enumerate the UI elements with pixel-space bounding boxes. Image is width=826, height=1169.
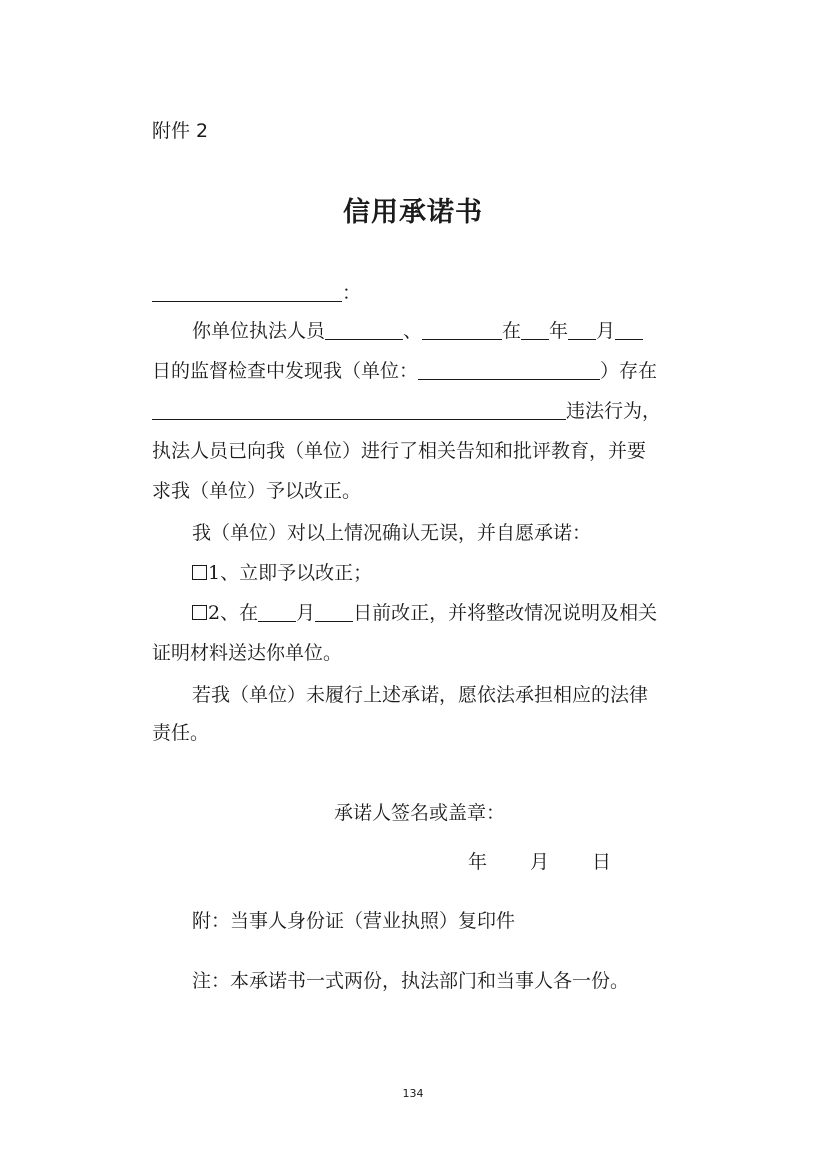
officer1-blank[interactable] [325, 319, 403, 340]
year-blank[interactable] [521, 319, 549, 340]
option2-checkbox[interactable] [192, 605, 207, 620]
rectify-day-blank[interactable] [315, 601, 353, 622]
option2-line2: 证明材料送达你单位。 [152, 642, 343, 664]
option2-label: 日前改正，并将整改情况说明及相关 [353, 602, 658, 624]
option2-label: 月 [296, 602, 316, 624]
option2-line1 [192, 600, 657, 626]
page-number: 134 [402, 1087, 424, 1100]
document-title: 信用承诺书 [343, 197, 483, 228]
para1-line3 [152, 398, 661, 424]
date-day-label: 日 [592, 851, 612, 873]
para1-text: 月 [596, 320, 616, 342]
unit-blank[interactable] [418, 359, 600, 380]
para1-line1 [192, 318, 643, 344]
attachment-label: 附件 2 [152, 120, 209, 142]
option1-checkbox[interactable] [192, 565, 207, 580]
recipient-blank[interactable] [152, 281, 342, 302]
para1-line2 [152, 358, 657, 384]
option1-line [192, 560, 372, 586]
para1-text: ）存在 [600, 360, 658, 382]
salutation-colon: ： [342, 282, 362, 304]
para1-text: 违法行为， [566, 400, 662, 422]
option1-label: 1、立即予以改正； [208, 562, 373, 584]
rectify-month-blank[interactable] [258, 601, 296, 622]
para1-text: 年 [549, 320, 569, 342]
month-blank[interactable] [568, 319, 596, 340]
confirm-paragraph: 我（单位）对以上情况确认无误，并自愿承诺： [192, 522, 592, 544]
attachment-note: 附：当事人身份证（营业执照）复印件 [192, 910, 516, 932]
para3-line2: 责任。 [152, 722, 210, 744]
violation-blank[interactable] [152, 399, 566, 420]
para1-text: 你单位执法人员 [192, 320, 326, 342]
para1-line4: 执法人员已向我（单位）进行了相关告知和批评教育，并要 [152, 440, 647, 462]
footnote: 注：本承诺书一式两份，执法部门和当事人各一份。 [192, 970, 630, 992]
para1-text: 在 [502, 320, 522, 342]
signature-label: 承诺人签名或盖章： [334, 802, 506, 824]
para3-line1: 若我（单位）未履行上述承诺，愿依法承担相应的法律 [192, 684, 649, 706]
para1-text: 、 [403, 320, 423, 342]
date-month-label: 月 [530, 851, 550, 873]
day-blank[interactable] [615, 319, 643, 340]
date-year-label: 年 [468, 851, 488, 873]
officer2-blank[interactable] [422, 319, 502, 340]
option2-label: 2、在 [208, 602, 259, 624]
salutation-line [152, 280, 361, 306]
para1-text: 日的监督检查中发现我（单位： [152, 360, 419, 382]
para1-line5: 求我（单位）予以改正。 [152, 480, 362, 502]
